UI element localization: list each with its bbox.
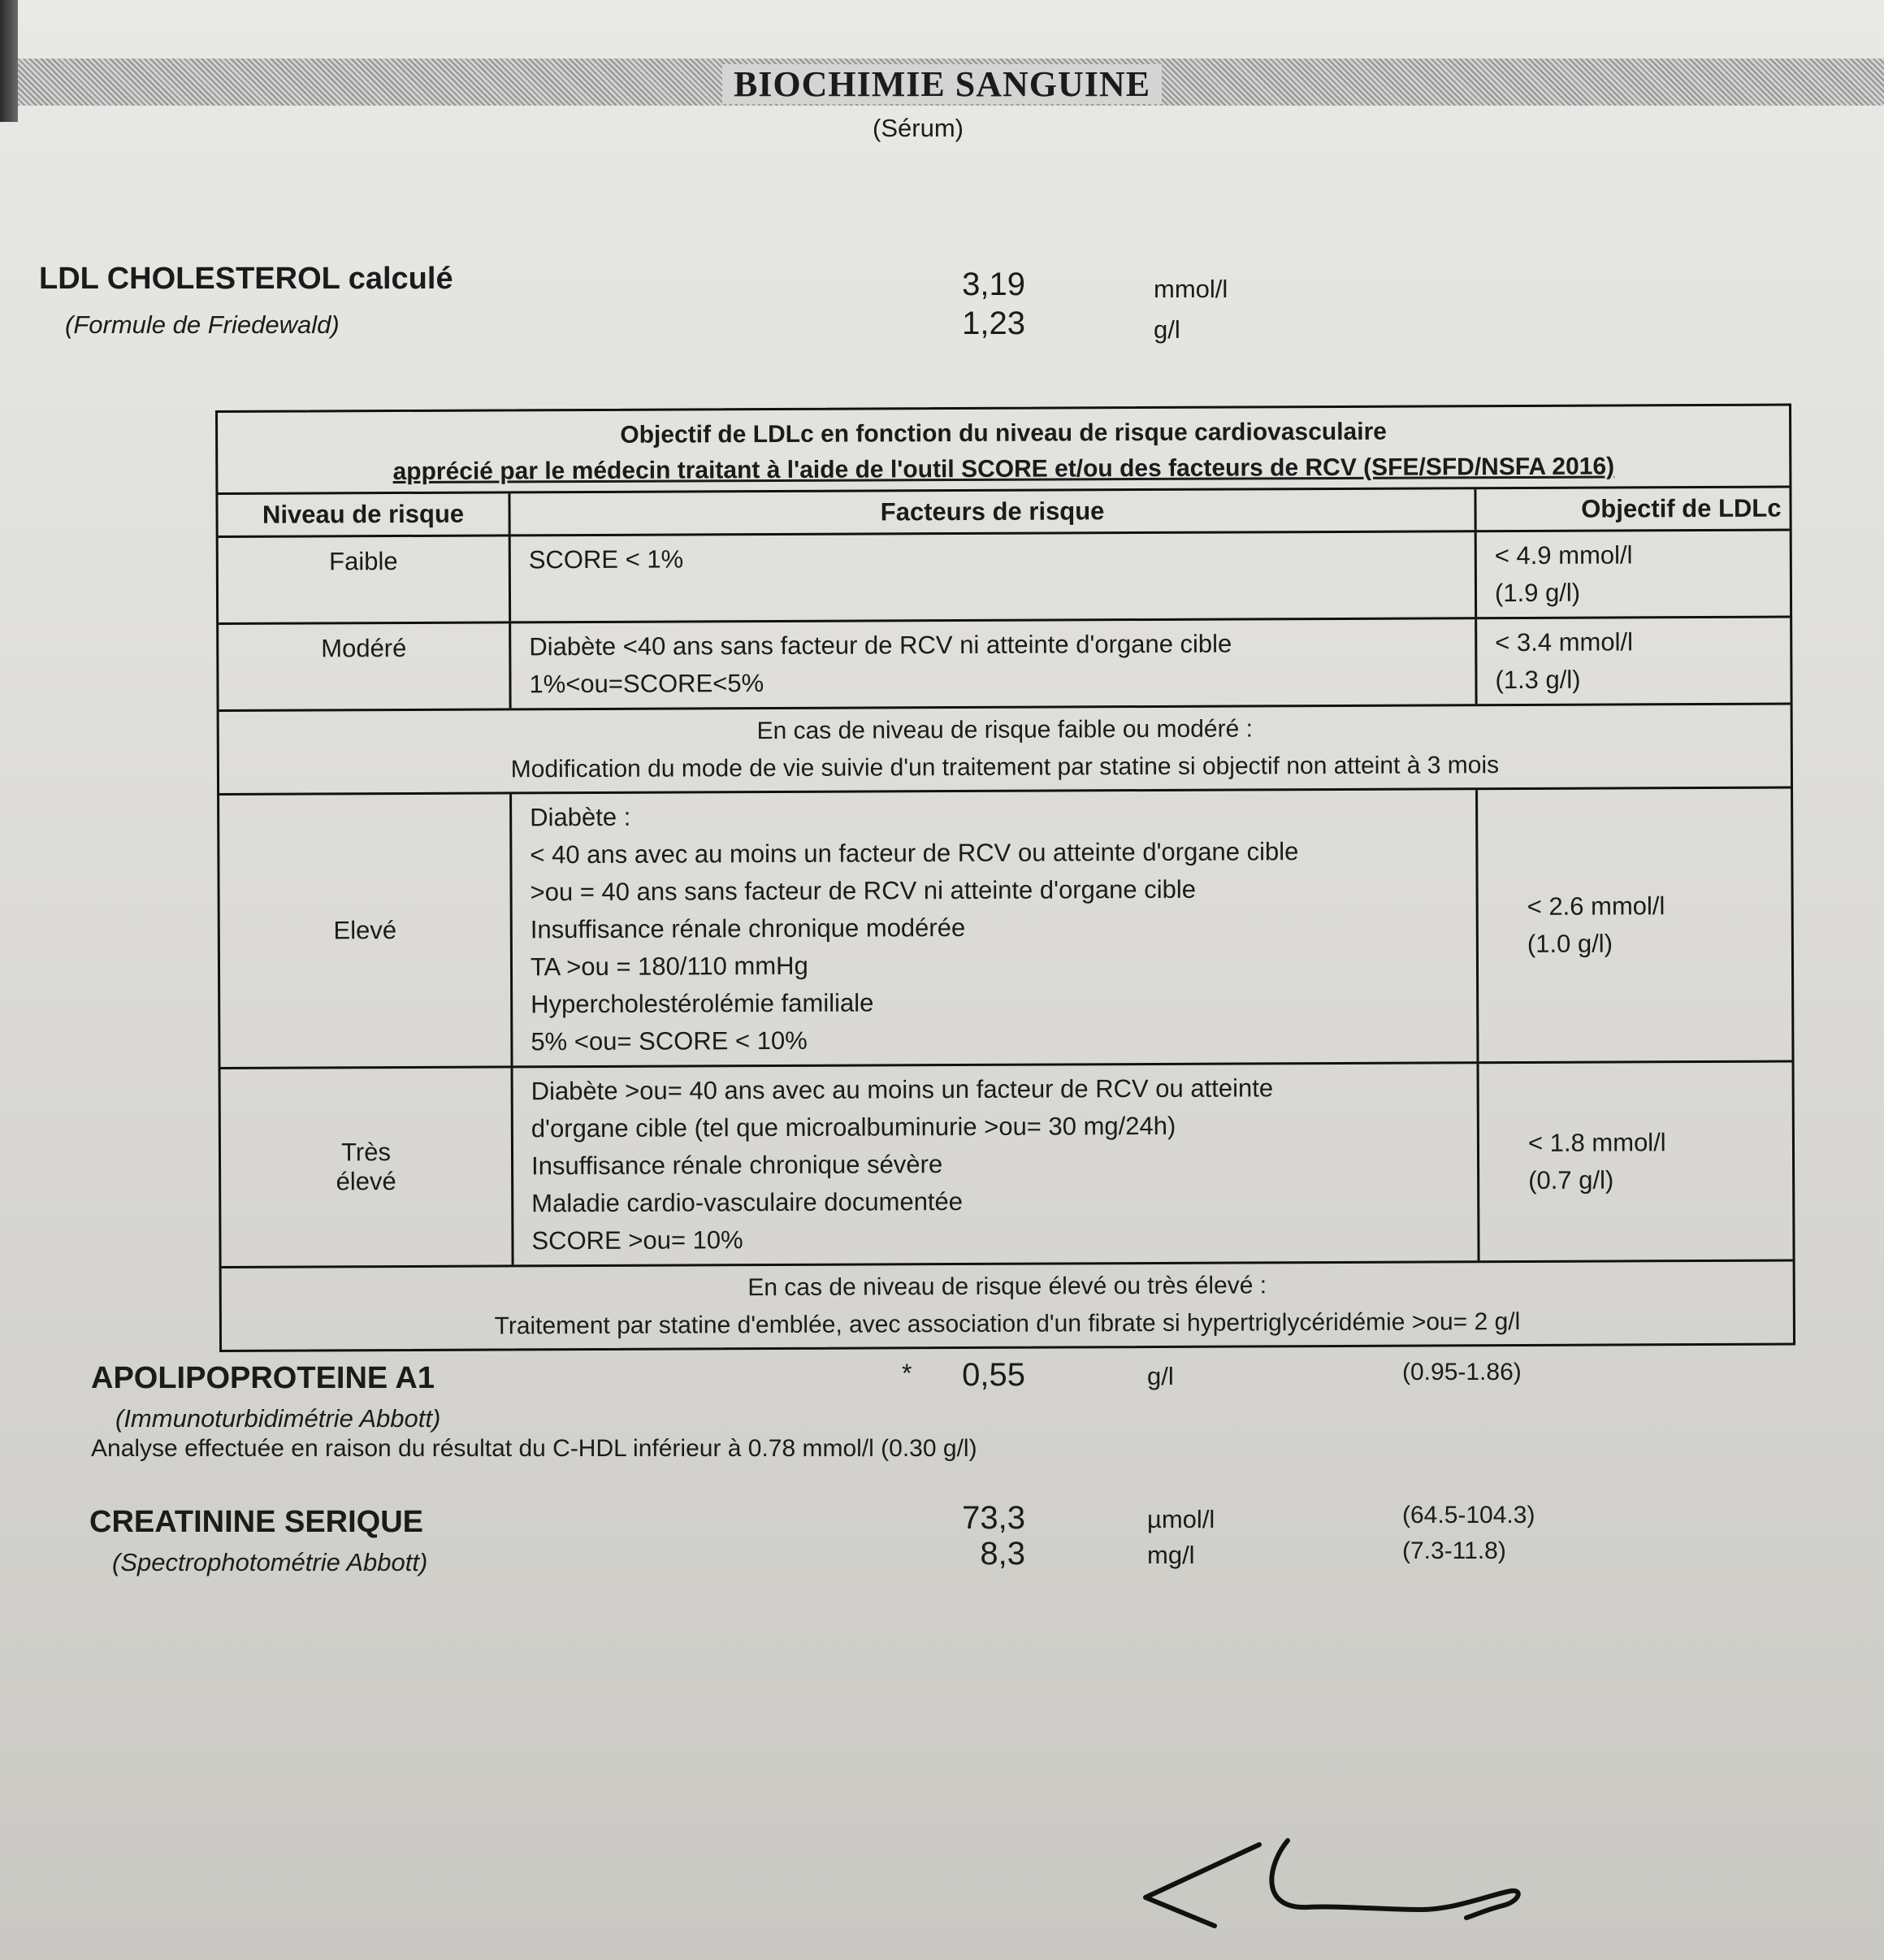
risk-level: Très élevé [221, 1068, 514, 1266]
section-title: BIOCHIMIE SANGUINE [0, 63, 1884, 105]
apo-abnormal-flag: * [902, 1359, 912, 1388]
creat-value-umol: 73,3 [962, 1500, 1025, 1536]
ldl-target: < 2.6 mmol/l (1.0 g/l) [1527, 891, 1665, 958]
header-risk-factors: Facteurs de risque [510, 489, 1476, 534]
creat-test-name: CREATININE SERIQUE [89, 1505, 424, 1539]
risk-factors: Diabète >ou= 40 ans avec au moins un facteur de RCV ou atteinte d'organe cible (tel que microalbuminurie >ou= 30 mg/24h) Insuffisance rénale chronique sévère Maladie cardio-vasculaire documentée SCORE >ou= 10% [513, 1064, 1480, 1264]
ldl-test-name: LDL CHOLESTEROL calculé [39, 262, 453, 296]
table-row [219, 789, 1791, 1069]
creat-reference-mg: (7.3-11.8) [1402, 1537, 1506, 1564]
header-risk-level: Niveau de risque [218, 493, 510, 536]
apo-note: Analyse effectuée en raison du résultat du C-HDL inférieur à 0.78 mmol/l (0.30 g/l) [91, 1435, 977, 1462]
apo-test-name: APOLIPOPROTEINE A1 [91, 1361, 435, 1395]
creat-unit-umol: µmol/l [1147, 1505, 1215, 1533]
handwritten-signature [1137, 1832, 1544, 1930]
risk-factors: Diabète : < 40 ans avec au moins un facteur de RCV ou atteinte d'organe cible >ou = 40 ans sans facteur de RCV ni atteinte d'organe cible Insuffisance rénale chronique modérée TA >ou = 180/110 mmHg Hypercholestérolémie familiale 5% <ou= SCORE < 10% [512, 790, 1479, 1065]
section-subtitle: (Sérum) [873, 114, 964, 142]
table-row [219, 618, 1790, 712]
ldl-value-g: 1,23 [962, 306, 1025, 341]
risk-table-title: Objectif de LDLc en fonction du niveau de risque cardiovasculaire apprécié par le médecin traitant à l'aide de l'outil SCORE et/ou des facteurs de RCV (SFE/SFD/NSFA 2016) [218, 406, 1789, 495]
creat-reference-umol: (64.5-104.3) [1402, 1502, 1535, 1529]
apo-reference-range: (0.95-1.86) [1402, 1359, 1522, 1385]
note-high-risk: En cas de niveau de risque élevé ou très élevé : Traitement par statine d'emblée, avec association d'un fibrate si hypertriglycéridémie >ou= 2 g/l [494, 1272, 1521, 1340]
ldl-value-mmol: 3,19 [962, 267, 1025, 302]
table-row [219, 531, 1790, 625]
table-row [221, 1063, 1793, 1268]
risk-table-header-row [218, 488, 1789, 538]
ldl-target: < 3.4 mmol/l (1.3 g/l) [1495, 627, 1634, 695]
risk-level: Elevé [219, 794, 513, 1067]
ldl-unit-g: g/l [1154, 315, 1180, 344]
creat-value-mg: 8,3 [980, 1536, 1025, 1572]
note-low-risk: En cas de niveau de risque faible ou modéré : Modification du mode de vie suivie d'un traitement par statine si objectif non atteint à 3 mois [219, 705, 1791, 796]
apo-unit: g/l [1147, 1362, 1174, 1390]
risk-factors: SCORE < 1% [511, 532, 1477, 621]
risk-level: Faible [219, 536, 511, 622]
ldl-target: < 4.9 mmol/l (1.9 g/l) [1494, 540, 1633, 608]
apo-method: (Immunoturbidimétrie Abbott) [115, 1404, 441, 1433]
creat-method: (Spectrophotométrie Abbott) [112, 1548, 428, 1576]
ldl-unit-mmol: mmol/l [1154, 275, 1228, 303]
ldl-risk-table [215, 404, 1795, 1352]
risk-level: Modéré [219, 623, 511, 709]
ldl-method: (Formule de Friedewald) [65, 310, 340, 339]
creat-unit-mg: mg/l [1147, 1541, 1195, 1569]
apo-value: 0,55 [962, 1357, 1025, 1393]
ldl-target: < 1.8 mmol/l (0.7 g/l) [1527, 1128, 1666, 1195]
header-ldl-target: Objectif de LDLc [1581, 493, 1782, 523]
risk-factors: Diabète <40 ans sans facteur de RCV ni atteinte d'organe cible 1%<ou=SCORE<5% [511, 619, 1477, 708]
